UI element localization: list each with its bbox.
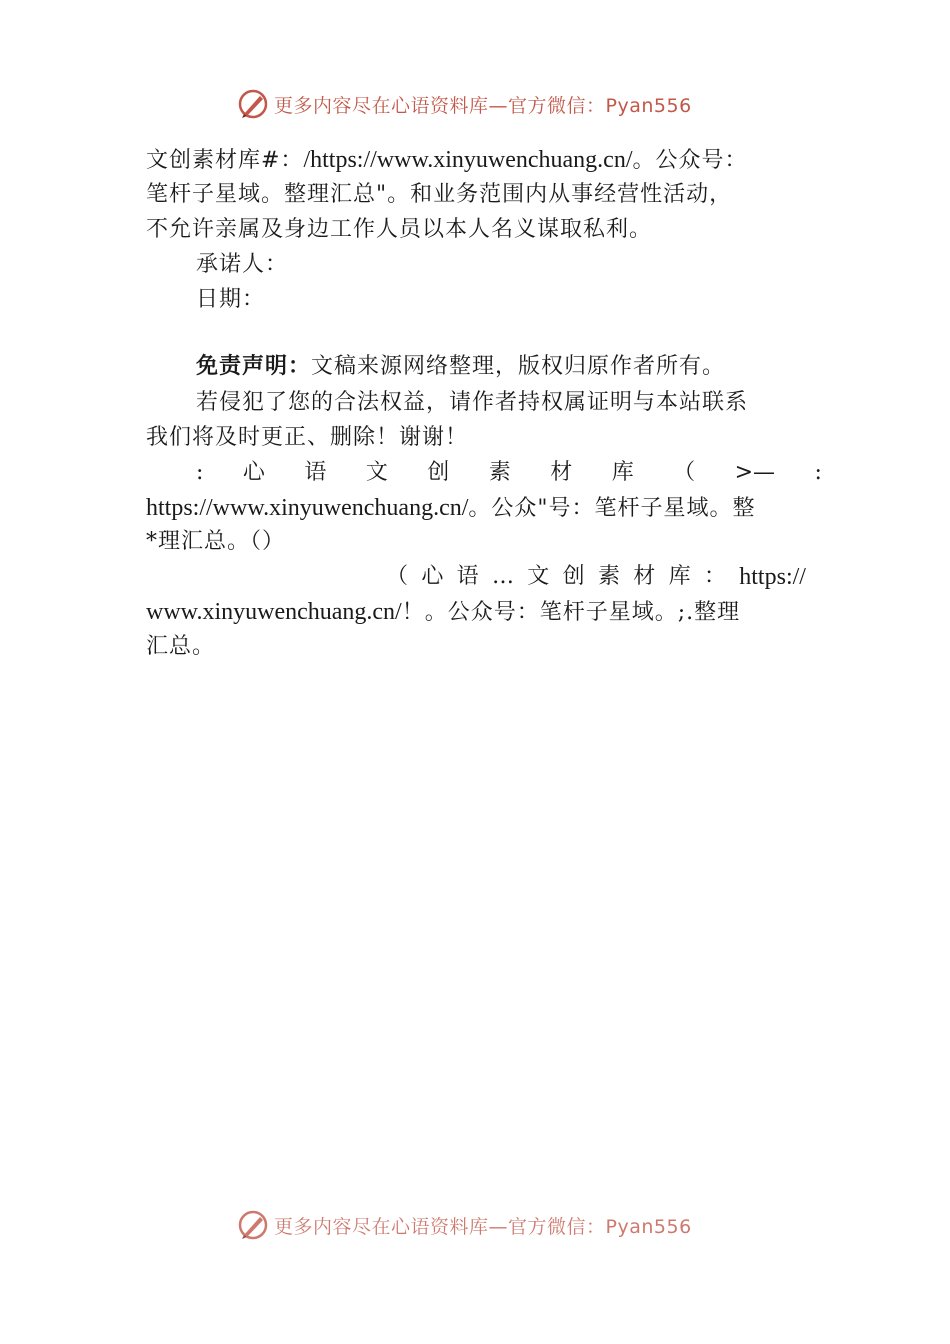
- pen-logo-icon: [236, 1208, 270, 1242]
- source-line-spread-1: [196, 458, 822, 488]
- paragraph-line: [146, 597, 806, 628]
- paragraph-line: [146, 493, 806, 524]
- spread-char: 创: [427, 460, 450, 485]
- page-footer: [236, 1207, 692, 1243]
- spread-char: （: [386, 564, 409, 589]
- pen-logo-icon: [236, 87, 270, 121]
- paragraph-line: 笔杆子星域。整理汇总"。和业务范围内从事经营性活动，: [146, 182, 733, 207]
- spread-char: 文: [365, 460, 388, 485]
- date-label: 日期：: [196, 287, 266, 312]
- paragraph-line: 若侵犯了您的合法权益，请作者持权属证明与本站联系: [196, 390, 749, 415]
- spread-char: 心: [242, 460, 265, 485]
- spread-char: :: [814, 460, 822, 485]
- paragraph-line: 我们将及时更正、删除！谢谢！: [146, 425, 469, 450]
- spread-char: 素: [488, 460, 511, 485]
- disclaimer: [196, 352, 806, 382]
- spread-char: 素: [597, 564, 620, 589]
- spread-char: 语: [304, 460, 327, 485]
- website-url: www.xinyuwenchuang.cn/: [146, 599, 402, 625]
- website-url-fragment: https://: [739, 564, 806, 590]
- text-span: 。公众"号：笔杆子星域。整: [468, 496, 756, 521]
- paragraph-line: 不允许亲属及身边工作人员以本人名义谋取私利。: [146, 217, 653, 242]
- spread-char: ：: [703, 564, 726, 589]
- spread-char: 创: [562, 564, 585, 589]
- page-header: [236, 86, 692, 122]
- spread-char: 心: [421, 564, 444, 589]
- spread-char: …: [491, 564, 514, 589]
- disclaimer-text: 文稿来源网络整理，版权归原作者所有。: [311, 354, 726, 379]
- spread-char: >—: [734, 460, 776, 485]
- disclaimer-label: 免责声明：: [196, 354, 312, 379]
- text-span: 文创素材库#：: [146, 148, 304, 173]
- paragraph-line: 汇总。: [146, 634, 216, 659]
- text-span: ！。公众号：笔杆子星域。;.整理: [401, 600, 741, 625]
- paragraph-line: *理汇总。（）: [146, 529, 286, 554]
- spread-char: 文: [527, 564, 550, 589]
- promisor-label: 承诺人：: [196, 252, 289, 277]
- spread-char: 材: [550, 460, 573, 485]
- spread-char: 库: [668, 564, 691, 589]
- website-url: /https://www.xinyuwenchuang.cn/: [303, 147, 633, 173]
- website-url: https://www.xinyuwenchuang.cn/: [146, 495, 469, 521]
- source-line-spread-2: [386, 562, 806, 592]
- paragraph-line: [146, 145, 806, 176]
- header-text: 更多内容尽在心语资料库—官方微信：Pyan556: [274, 94, 692, 117]
- text-span: 。公众号：: [632, 148, 748, 173]
- spread-char: 库: [611, 460, 634, 485]
- spread-char: 材: [633, 564, 656, 589]
- spread-char: 语: [456, 564, 479, 589]
- spread-char: （: [673, 460, 696, 485]
- spread-char: :: [196, 460, 204, 485]
- footer-text: 更多内容尽在心语资料库—官方微信：Pyan556: [274, 1215, 692, 1238]
